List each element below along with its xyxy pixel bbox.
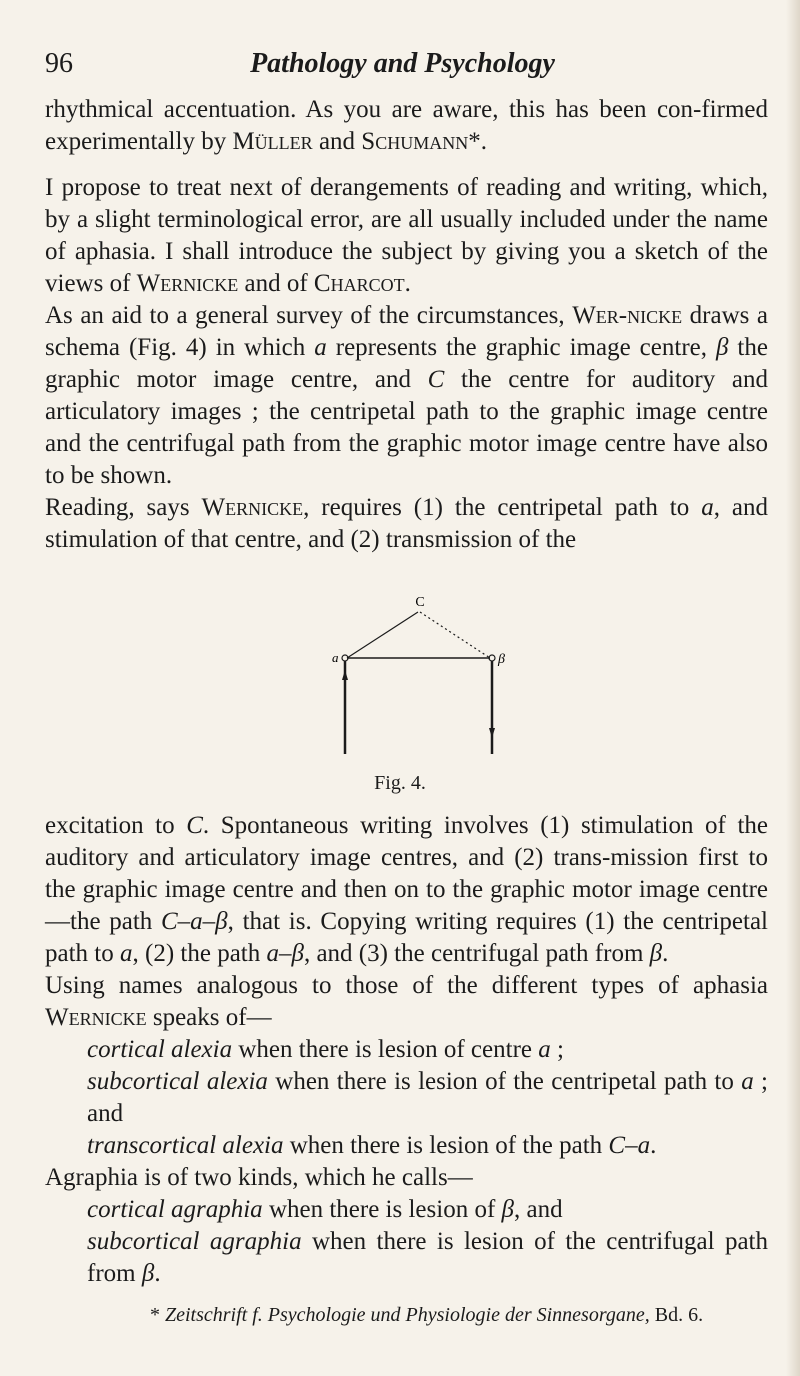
list-item [45, 1194, 768, 1226]
text-run: the centre for auditory and articulatory images ; the centripetal path to the graphic image centre and the centrifugal path from the graphic motor image centre have also to be shown. [45, 366, 768, 489]
text-block-bottom [45, 810, 768, 1290]
symbol: β [715, 334, 729, 361]
symbol: C–a–β [161, 908, 228, 935]
agraphia-list [45, 1194, 768, 1290]
paragraph-3 [45, 300, 768, 492]
author-name: Charcot [313, 270, 405, 297]
list-item [45, 1130, 768, 1162]
text-run: . [650, 1132, 657, 1159]
text-run: when there is lesion of the path [283, 1132, 609, 1159]
text-run: , (2) the path [132, 940, 267, 967]
term: subcortical agraphia [87, 1228, 302, 1255]
symbol: β [141, 1260, 155, 1287]
path-c-a [347, 612, 418, 658]
text-run: Using names analogous to those of the different types of aphasia [45, 972, 768, 999]
text-run: when there is lesion of [262, 1196, 502, 1223]
page-edge-shadow [786, 0, 800, 1376]
text-run: ; and [87, 1068, 768, 1127]
list-item [45, 1226, 768, 1290]
footnote [150, 1304, 703, 1327]
author-name: Wernicke [136, 270, 239, 297]
label-a: a [332, 650, 339, 665]
paragraph-6 [45, 970, 768, 1034]
paragraph-7: Agraphia is of two kinds, which he calls— [45, 1164, 473, 1191]
text-run: , and [513, 1196, 563, 1223]
author-name: Wernicke [45, 1004, 147, 1031]
arrow-up [342, 670, 348, 680]
list-item [45, 1066, 768, 1130]
path-c-beta [420, 612, 490, 658]
page-header [45, 48, 760, 88]
symbol: a [538, 1036, 551, 1063]
text-run: ; [550, 1036, 564, 1063]
symbol: C [427, 366, 445, 393]
symbol: a–β [266, 940, 304, 967]
symbol: β [649, 940, 663, 967]
author-name: Wernicke [201, 494, 304, 521]
text-run: rhythmical accentuation. As you are aware, this has been con-firmed experimentally by [45, 96, 768, 155]
text-run: excitation to [45, 812, 187, 839]
paragraph-2 [45, 172, 768, 300]
figure-caption: Fig. 4. [374, 772, 426, 794]
footnote-ref: *. [468, 128, 487, 155]
text-block-middle [45, 166, 768, 556]
text-run: draws a schema (Fig. 4) in which [45, 302, 768, 361]
label-c: C [415, 595, 425, 610]
text-run: I propose to treat next of derangements of reading and writing, which, by a slight terminological error, are all usually included under the name of aphasia. I shall introduce the subject by giving you a sketch of the views of [45, 174, 768, 297]
text-run: and of [238, 270, 314, 297]
footnote-marker: * [150, 1304, 160, 1326]
symbol: a [741, 1068, 754, 1095]
author-name: Müller [232, 128, 313, 155]
term: cortical alexia [87, 1036, 233, 1063]
text-run: , requires (1) the centripetal path to [303, 494, 702, 521]
author-name: Wer-nicke [572, 302, 683, 329]
text-run: . Spontaneous writing involves (1) stimulation of the auditory and articulatory image centres, and (2) trans-mission first to the graphic image centre and then on to the graphic motor image centre—the path [45, 812, 768, 935]
footnote-title: Zeitschrift f. Psychologie und Physiologie der Sinnesorgane, [160, 1304, 650, 1326]
symbol: a [314, 334, 327, 361]
text-run: . [154, 1260, 161, 1287]
text-run: the graphic motor image centre, and [45, 334, 768, 393]
text-run: , and stimulation of that centre, and (2) transmission of the [45, 494, 768, 553]
symbol: C–a [608, 1132, 651, 1159]
symbol: a [701, 494, 714, 521]
text-run: . [662, 940, 669, 967]
term: subcortical alexia [87, 1068, 268, 1095]
text-run: represents the graphic image centre, [326, 334, 716, 361]
author-name: Schumann [361, 128, 469, 155]
text-run: when there is lesion of the centripetal path to [267, 1068, 742, 1095]
paragraph-5 [45, 810, 768, 970]
footnote-volume: Bd. 6. [649, 1304, 704, 1326]
text-run: and [312, 128, 362, 155]
symbol: a [120, 940, 133, 967]
text-run: speaks of— [146, 1004, 272, 1031]
term: cortical agraphia [87, 1196, 263, 1223]
text-run: when there is lesion of the centrifugal path from [87, 1228, 768, 1287]
text-run: As an aid to a general survey of the circumstances, [45, 302, 573, 329]
page-number: 96 [45, 48, 73, 79]
text-run: . [404, 270, 411, 297]
label-beta: β [498, 652, 505, 667]
symbol: C [186, 812, 203, 839]
arrow-down [489, 728, 495, 738]
term: transcortical alexia [87, 1132, 284, 1159]
alexia-list [45, 1034, 768, 1162]
text-run: , that is. Copying writing requires (1) the centripetal path to [45, 908, 768, 967]
running-title: Pathology and Psychology [250, 48, 555, 79]
text-run: , and (3) the centrifugal path from [303, 940, 650, 967]
symbol: β [501, 1196, 514, 1223]
paragraph-1 [45, 94, 768, 158]
schema-diagram [320, 592, 520, 767]
text-run: Reading, says [45, 494, 202, 521]
paragraph-4 [45, 492, 768, 556]
list-item [45, 1034, 768, 1066]
text-run: when there is lesion of centre [232, 1036, 539, 1063]
text-block-top [45, 94, 768, 158]
